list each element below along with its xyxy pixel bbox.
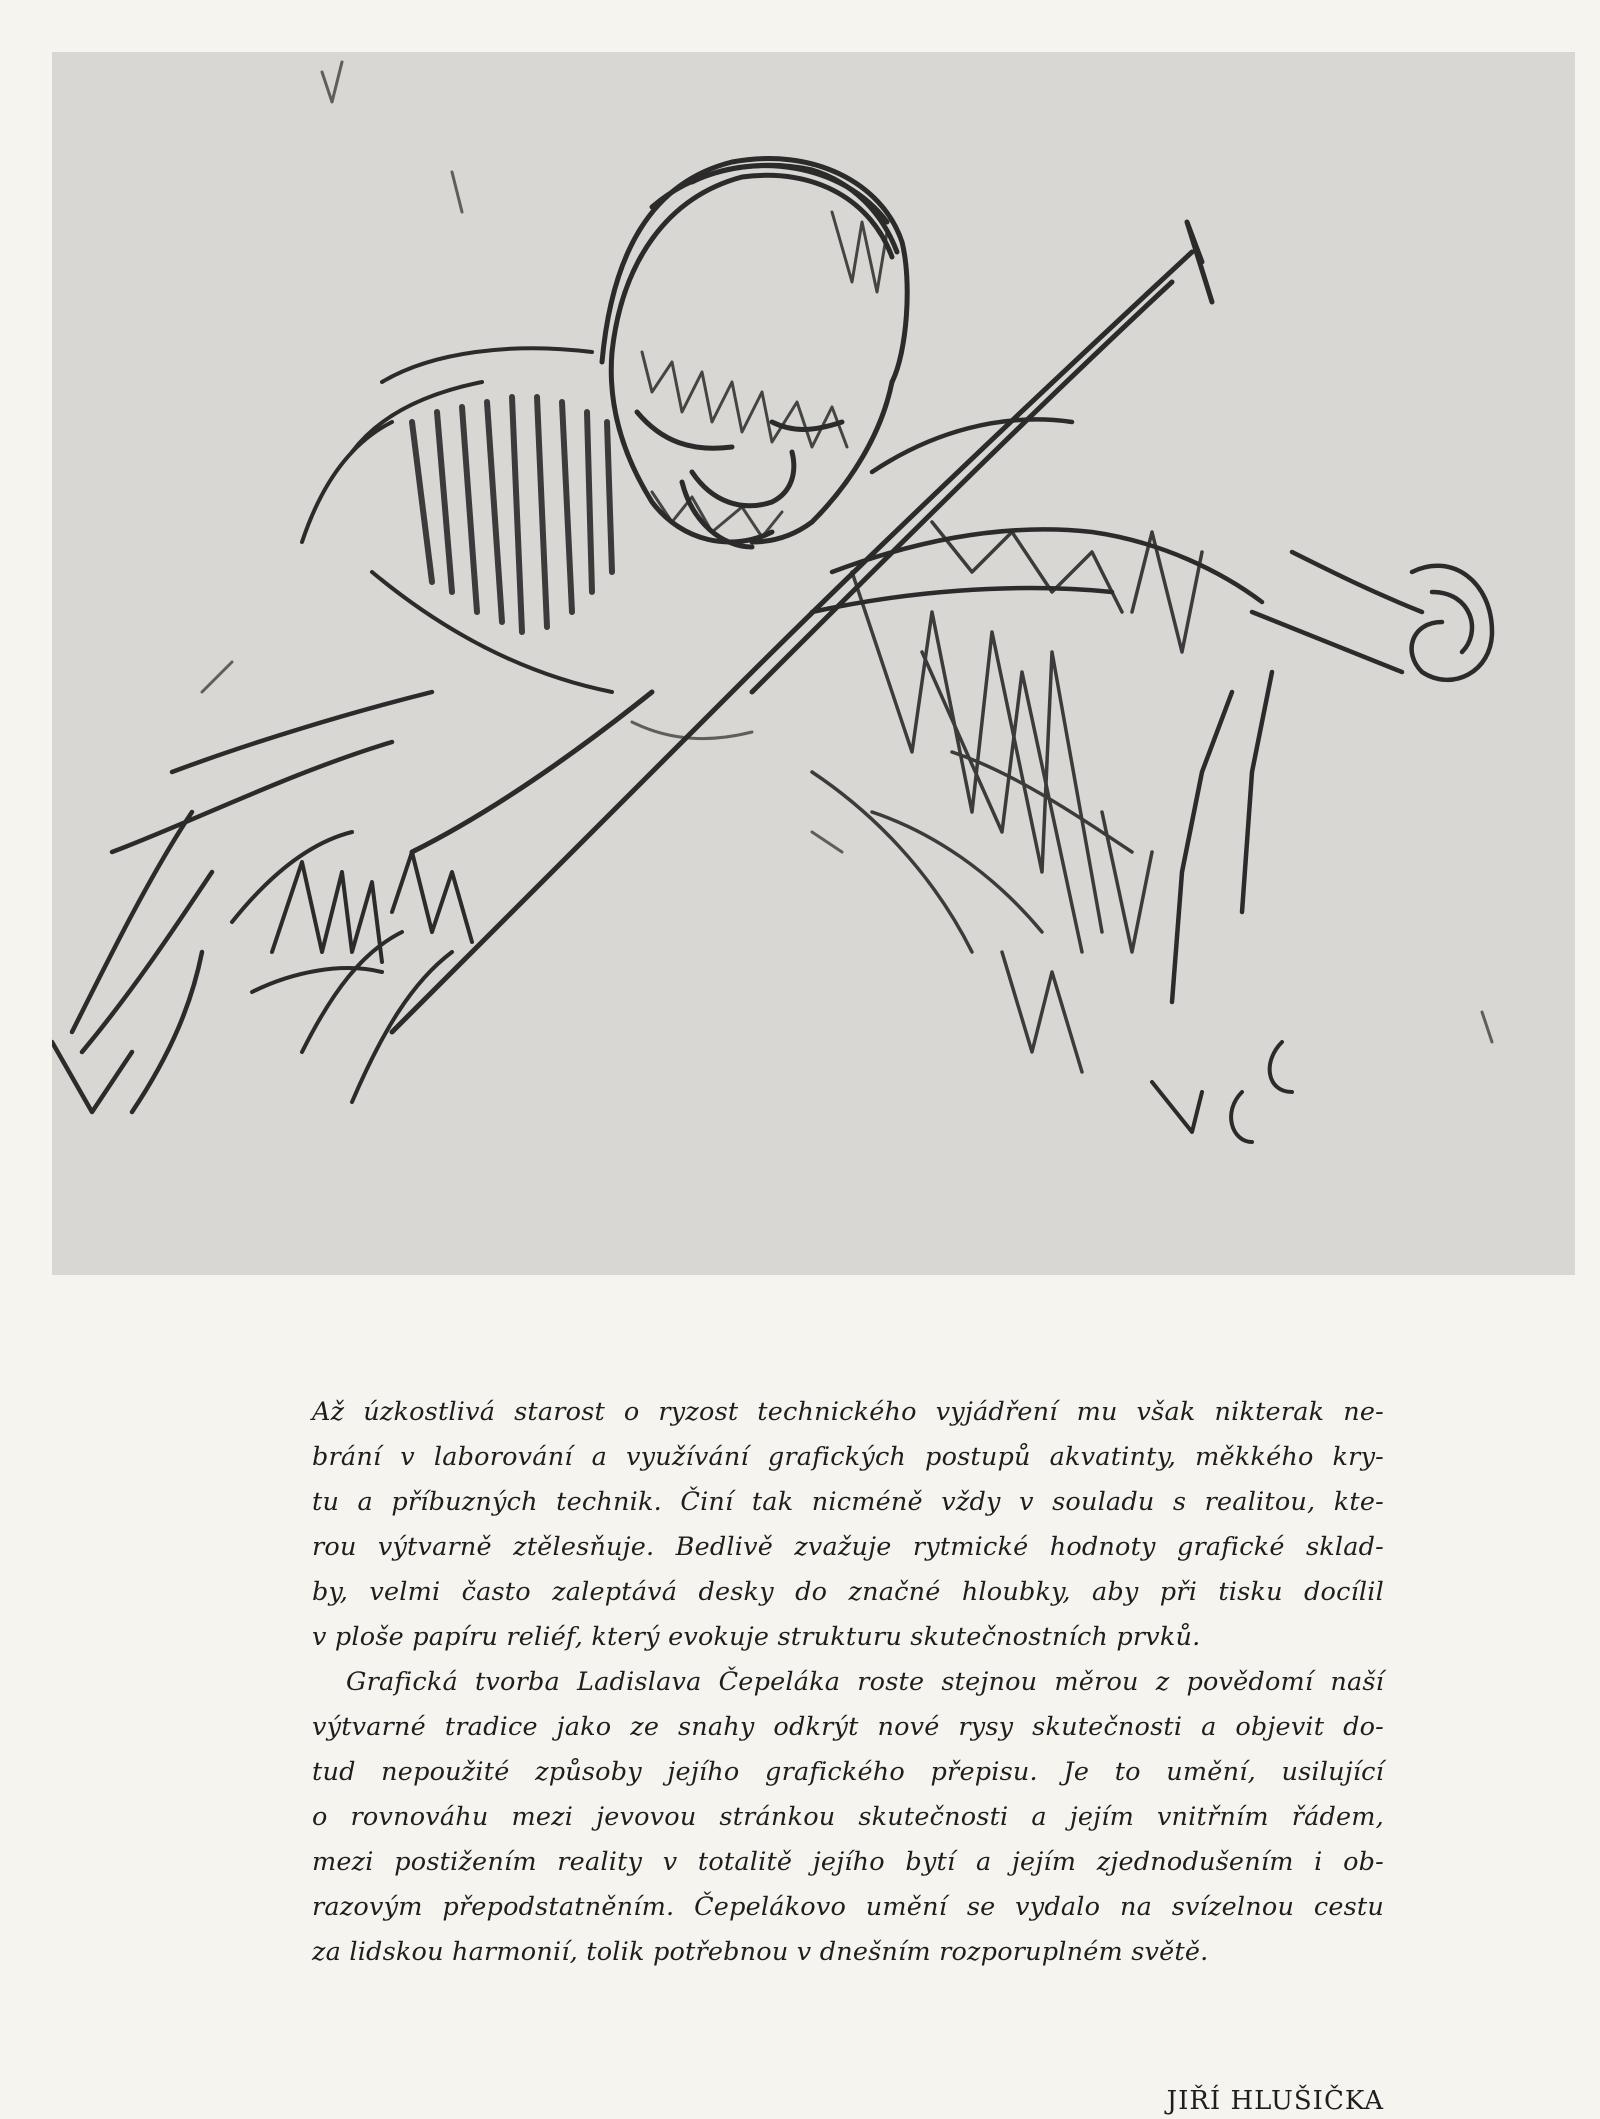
paragraph2-line: tud nepoužité způsoby jejího grafického přepisu. Je to umění, usilující — [312, 1757, 1384, 1787]
essay-text — [312, 1390, 1384, 1975]
paragraph2-line: mezi postižením reality v totalitě jejího bytí a jejím zjednodušením i ob- — [312, 1847, 1384, 1877]
paragraph2-line: razovým přepodstatněním. Čepelákovo umění se vydalo na svízelnou cestu — [312, 1892, 1384, 1922]
paragraph1-line: Až úzkostlivá starost o ryzost technického vyjádření mu však nikterak ne- — [312, 1397, 1384, 1427]
violinist-drawing — [52, 52, 1575, 1275]
paragraph1-line: v ploše papíru reliéf, který evokuje strukturu skutečnostních prvků. — [312, 1622, 1201, 1652]
paragraph1-line: by, velmi často zaleptává desky do značné hloubky, aby při tisku docílil — [312, 1577, 1384, 1607]
author-signature: JIŘÍ HLUŠIČKA — [1166, 2086, 1384, 2116]
paragraph1-line: rou výtvarně ztělesňuje. Bedlivě zvažuje rytmické hodnoty grafické sklad- — [312, 1532, 1384, 1562]
paragraph2-line: za lidskou harmonií, tolik potřebnou v dnešním rozporuplném světě. — [312, 1937, 1209, 1967]
paragraph2-line: Grafická tvorba Ladislava Čepeláka roste stejnou měrou z povědomí naší — [346, 1667, 1384, 1697]
paragraph1-line: brání v laborování a využívání grafických postupů akvatinty, měkkého kry- — [312, 1442, 1384, 1472]
paragraph2-line: výtvarné tradice jako ze snahy odkrýt nové rysy skutečnosti a objevit do- — [312, 1712, 1384, 1742]
paragraph1-line: tu a příbuzných technik. Činí tak nicméně vždy v souladu s realitou, kte- — [312, 1487, 1384, 1517]
paragraph2-line: o rovnováhu mezi jevovou stránkou skutečnosti a jejím vnitřním řádem, — [312, 1802, 1384, 1832]
